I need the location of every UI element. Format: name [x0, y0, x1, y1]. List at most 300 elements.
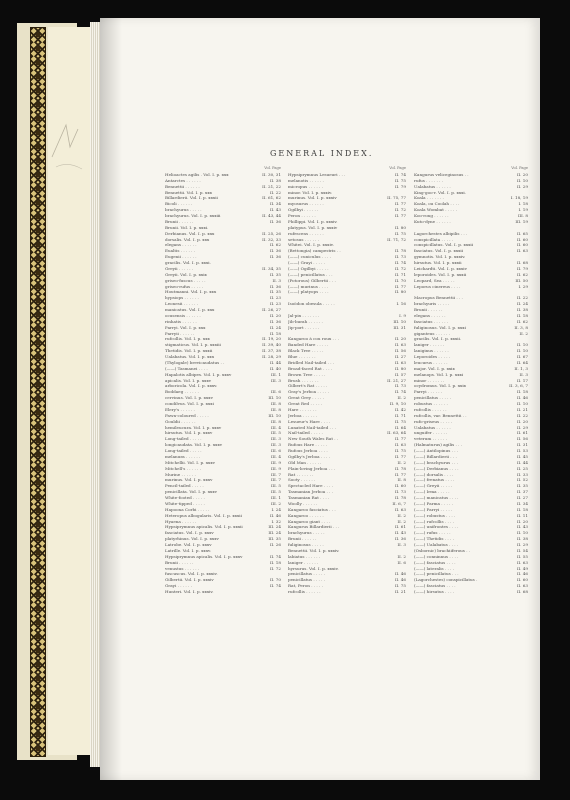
index-entry-name: arboricola. Vol. I. p. xxxv. — [165, 383, 218, 389]
index-entry-name: (——) Thetidis . . . . — [414, 536, 454, 542]
index-entry-name: (——) Parma . . . . . — [414, 500, 453, 506]
index-entry-name: Kangaroo à cou roux . . . — [288, 336, 339, 342]
index-entry-ref: II. 2 — [397, 553, 406, 559]
index-entry-name: Leporoides . . . . . — [414, 354, 451, 359]
index-entry-name: Brunii . . . . . . — [165, 559, 194, 565]
index-entry-name: White-tipped . . . . . — [165, 500, 205, 506]
index-entry-name: Pencil-tailed . . . . . — [165, 483, 204, 489]
index-entry-ref: I. 19 — [518, 207, 528, 213]
index-entry-ref: III. 8 — [270, 406, 281, 412]
index-entry-name: Leporus cinereus . . . . — [414, 283, 461, 289]
index-entry-ref: II. 72 — [269, 565, 281, 571]
index-entry-name: Lagorchestes albipilis . . . — [414, 230, 468, 236]
index-entry-ref: II. 61 — [516, 430, 528, 436]
index-entry-name: Brunii. Vol. I. p. xxxi. — [165, 224, 209, 230]
index-entry-ref: II. 24 — [516, 301, 528, 307]
index-entry-ref: II. 32, 33 — [262, 236, 281, 242]
index-column-2 — [288, 166, 406, 595]
index-entry-name: Koala . . . . . . . — [414, 195, 444, 201]
index-entry-name: melanops. Vol. I. p. xxxi — [414, 371, 464, 377]
index-entry-name: Kangaroo . . . . . . — [288, 512, 324, 518]
index-entry-name: Ogilbyi . . . . . . — [288, 207, 319, 213]
index-entry-name: Kangurus veliceginosus . . — [414, 171, 469, 177]
index-entry-name: rufo-griseus . . . . . — [414, 418, 453, 424]
index-entry-name: laniger . . . . . . — [288, 559, 319, 565]
index-entry-name: Broad-faced Rat . . . . — [288, 365, 333, 371]
page-gutter-shadow — [100, 18, 122, 780]
index-entry-name: Greyii. Vol. I. p. xxix — [165, 271, 207, 277]
index-entry-name: melanura . . . . . . — [165, 453, 201, 459]
index-entry-name: laniger . . . . . . — [414, 342, 445, 348]
index-entry-ref: II. 60 — [516, 236, 528, 242]
index-entry-ref: II. 67 — [516, 354, 528, 359]
index-entry-name: manicatus. Vol. I. p. xxx — [165, 307, 215, 312]
index-entry-name: Koala Wombat . . . . . — [414, 207, 457, 213]
index-entry-name: Gilbert's Rat . . . . . — [288, 383, 328, 389]
index-entry-name: (——) penicillatus . . . — [288, 271, 333, 277]
index-entry-ref: II. 52 — [516, 477, 528, 483]
index-entry-ref: II. 75 — [394, 230, 406, 236]
index-entry-name: Bennettii. Vol. I. p. xxx — [165, 189, 212, 195]
index-entry-name: Hypsiprymnus apicalis. Vol. I. p. xxxv — [165, 553, 243, 559]
index-entry-name: ocusensis . . . . . . — [165, 312, 201, 318]
index-entry-name: laniginus . . . . . . — [414, 348, 449, 354]
index-entry-ref: II. 18 — [516, 312, 528, 318]
index-entry-ref: III. 8 — [517, 213, 528, 218]
index-entry-name: fuliginosus. Vol. I. p. xxxi — [414, 324, 466, 330]
index-entry-name: penicillatus . . . . . — [288, 577, 326, 583]
index-entry-name: gracilis. Vol. I. p. xxxi. — [165, 260, 211, 265]
index-entry-name: Brunii . . . . . . — [165, 218, 194, 224]
index-entry-name: micropus . . . . . . — [288, 183, 323, 189]
index-entry-name: (Potorous) Gilbertii . . . — [288, 277, 336, 283]
index-entry-ref: II. 70 — [394, 277, 406, 283]
index-entry-ref: III. 7 — [270, 477, 281, 483]
index-entry-name: Phillippi. Vol. I. p. xxxiv. — [288, 218, 338, 224]
index-entry-ref: II. 63 — [516, 583, 528, 589]
index-entry-ref: II. 46 — [516, 395, 528, 401]
index-entry-name: Hyaena . . . . . . — [165, 518, 197, 524]
index-entry-name: hirsutus. Vol. I. p. xxxii — [414, 260, 462, 265]
index-entry-ref: II. 78 — [394, 465, 406, 471]
index-entry-ref: II. 78 — [394, 248, 406, 254]
index-entry-ref: II. 23 — [269, 301, 281, 307]
index-entry-name: apicalis. Vol. I. p. xxxv — [165, 377, 212, 383]
index-entry-ref: II. 60 — [516, 577, 528, 583]
index-entry-name: (——) penicillatus . . . — [414, 571, 459, 577]
index-entry-name: (——) Ualabatus . . . . — [414, 542, 459, 547]
index-entry-ref: II. 73 — [394, 489, 406, 495]
index-entry-ref: II. 64 — [394, 424, 406, 430]
index-entry-name: Long-tailed . . . . . — [165, 436, 202, 442]
index-entry-name: Tasmanian Rat . . . . — [288, 495, 330, 500]
index-entry-ref: II. 37, 38 — [262, 348, 281, 354]
index-entry-name: (——) frenatus . . . . — [414, 477, 455, 483]
index-entry-ref: III. 9 — [270, 465, 281, 471]
index-entry-ref: II. 65 — [516, 230, 528, 236]
index-entry-ref: II. 46 — [394, 571, 406, 577]
index-entry-ref: I. 18 — [518, 201, 528, 207]
index-entry-name: fasciatus. Vol. I. p. xxxv — [165, 530, 214, 536]
index-entry-ref: II. 27 — [516, 495, 528, 500]
index-entry-ref: II. 62 — [516, 271, 528, 277]
index-entry-ref: II. 35 — [516, 483, 528, 489]
index-entry-ref: II. 63 — [516, 248, 528, 254]
index-entry-name: Plain-loving Jerboa . . . — [288, 465, 336, 471]
index-entry — [288, 589, 406, 595]
index-entry-ref: II. 72 — [394, 265, 406, 271]
index-entry-name: Parryii . . . . . . — [165, 330, 195, 336]
index-entry-ref: III. 4 — [270, 453, 281, 459]
index-entry-ref: II. 74 — [269, 583, 281, 589]
index-entry-name: murinus. Vol. I. p. xxxv — [165, 477, 213, 483]
index-entry-ref: II. 11 — [516, 512, 528, 518]
index-entry-ref: II. 20 — [516, 418, 528, 424]
index-entry-ref: II. 63, 64 — [387, 430, 406, 436]
index-entry-ref: II. 79 — [516, 265, 528, 271]
index-entry-ref: II. 71 — [394, 271, 406, 277]
index-entry-name: Elery's . . . . . . — [165, 406, 195, 412]
index-entry-ref: II. 1, 3 — [514, 365, 528, 371]
index-entry-ref: II. 38 — [516, 536, 528, 542]
index-entry-name: Brunii . . . . . . — [414, 307, 443, 312]
index-entry — [414, 219, 528, 225]
index-entry-ref: II. 39, 40 — [262, 342, 281, 348]
index-entry-name: Leopard, Sea . . . . . — [414, 277, 455, 283]
index-entry-name: (——) fasciatus . . . . — [414, 583, 456, 589]
index-entry-ref: II. 46 — [269, 512, 281, 518]
index-entry-name: rufcollis. Vol. I. p. xxx — [165, 336, 210, 342]
index-entry-name: Hare . . . . . . . — [288, 406, 317, 412]
index-entry-ref: II. 17 — [516, 377, 528, 383]
page-title: GENERAL INDEX. — [270, 149, 374, 158]
index-entry-name: Sooty . . . . . . — [288, 477, 316, 483]
index-entry-name: Blue . . . . . . . — [288, 354, 316, 359]
index-entry-ref: II. 23 — [269, 295, 281, 301]
index-entry-name: Brush . . . . . . . — [288, 377, 319, 383]
index-entry-ref: II. 36 — [269, 254, 281, 260]
index-entry-name: Tasmanian Jerboa . . . — [288, 489, 333, 495]
index-entry-ref: II. 63 — [394, 359, 406, 365]
index-entry-name: veterum . . . . . . — [414, 436, 447, 442]
index-entry-name: fuscuscus. Vol. I. p. xxxiv. — [165, 571, 218, 577]
index-entry-name: Kangaroo fasciatus . . . — [288, 506, 336, 512]
index-entry-ref: II. 31 — [516, 442, 528, 448]
index-entry-name: Mitchell's . . . . . . — [165, 465, 201, 471]
index-entry-ref: II. 10 — [516, 530, 528, 536]
index-entry-name: Koo-rong . . . . . . — [414, 213, 449, 218]
index-entry — [414, 589, 528, 595]
index-entry-name: Rat, Peron . . . . . — [288, 583, 323, 589]
index-entry-ref: II. 21, 22 — [262, 183, 281, 189]
index-entry-ref: II. 29 — [516, 424, 528, 430]
index-entry-ref: II. 72 — [394, 207, 406, 213]
index-entry-name: (——) unifrontes . . . . — [414, 524, 459, 530]
index-entry-ref: II. 36 — [269, 283, 281, 289]
index-entry-ref: I. 16 — [396, 301, 406, 307]
index-entry-name: Boddaeg . . . . . . — [165, 389, 199, 395]
index-entry-ref: II. 27 — [394, 354, 406, 359]
index-entry-name: Rufous Jerboa . . . . — [288, 448, 328, 453]
index-entry-ref: II. 46 — [394, 577, 406, 583]
index-entry-ref: II. 34 — [516, 500, 528, 506]
index-entry-name: rufus . . . . . . . — [414, 177, 444, 183]
index-entry-ref: II. 35 — [269, 271, 281, 277]
index-entry-ref: II. 3 — [519, 371, 528, 377]
index-entry-ref: I. 18, 19 — [510, 195, 528, 201]
index-entry-name: leporoides. Vol. I. p. xxxii — [414, 271, 467, 277]
index-entry-name: hemileucura. Vol. I. p. xxxv — [165, 424, 222, 430]
index-entry-ref: II. 43 — [269, 207, 281, 213]
index-entry-ref: II. 38 — [269, 177, 281, 183]
index-entry-name: (——) platyops . . . . — [288, 289, 329, 295]
column-header: Vol. Page — [389, 166, 406, 170]
index-entry-name: Gray's Jerboa . . . . . — [288, 389, 330, 395]
index-entry-ref: II. 18 — [516, 506, 528, 512]
index-entry-ref: II. 75, 77 — [387, 195, 406, 201]
index-entry-ref: II. 74 — [269, 553, 281, 559]
index-entry-ref: II. 53 — [516, 448, 528, 453]
index-entry-ref: II. 26 — [269, 542, 281, 547]
index-entry-name: major. Vol. I. p. xxix — [414, 365, 455, 371]
index-entry-name: platypus. Vol. I. p. xxxiv — [288, 224, 338, 230]
index-entry-ref: II. 62 — [269, 242, 281, 248]
index-entry-name: Eualtis . . . . . . — [165, 248, 196, 254]
index-entry-ref: II. 6, 7 — [392, 500, 406, 506]
index-entry-ref: II. 63 — [394, 506, 406, 512]
index-entry-ref: II. 77 — [394, 436, 406, 442]
index-entry-name: dorsalis. Vol. I. p. xxx — [165, 236, 210, 242]
index-entry-ref: II. 71 — [394, 412, 406, 418]
index-entry-ref: II. 18 — [269, 559, 281, 565]
index-entry-ref: II. 80 — [394, 365, 406, 371]
index-entry-ref: II. 2 — [397, 395, 406, 401]
index-entry — [288, 301, 406, 307]
index-entry-ref: III. 6 — [270, 448, 281, 453]
index-entry-ref: III. 2 — [270, 500, 281, 506]
index-entry-name: (——) Grayi . . . . . — [288, 260, 325, 265]
index-entry-ref: II. 26, 27 — [262, 307, 281, 312]
index-entry-name: (——) Tasmanei . . . . — [165, 365, 208, 371]
index-entry-ref: II. 74 — [394, 171, 406, 177]
index-entry-ref: II. 20 — [516, 171, 528, 177]
index-entry-ref: II. 36 — [269, 248, 281, 254]
index-entry-name: Hapoona Corbi . . . . . — [165, 506, 210, 512]
index-entry-ref: II. 36 — [394, 536, 406, 542]
column-header: Vol. Page — [511, 166, 528, 170]
index-entry-ref: III. 1 — [270, 495, 281, 500]
index-entry-name: brachyuris . . . . . — [414, 301, 450, 307]
index-entry-ref: II. 75 — [394, 177, 406, 183]
index-entry-name: Great Grey . . . . . — [288, 395, 325, 401]
index-entry-ref: II. 73 — [394, 254, 406, 260]
index-entry-ref: II. 18 — [516, 389, 528, 395]
index-entry-ref: II. 71, 72 — [387, 236, 406, 242]
index-entry-name: minor . . . . . . . — [414, 377, 445, 383]
index-entry-ref: III. 5 — [270, 430, 281, 436]
index-entry-ref: II. 24 — [269, 324, 281, 330]
index-entry-ref: II. 57 — [394, 371, 406, 377]
index-entry-name: New South Wales Rat . . — [288, 436, 339, 442]
index-entry-name: Billardierii. Vol. I. p. xxxii — [165, 195, 218, 201]
index-entry-ref: II. 21 — [516, 406, 528, 412]
index-entry-ref: II. 60 — [394, 483, 406, 489]
index-entry-name: longicaudata. Vol. I. p. xxxv — [165, 442, 223, 448]
index-entry-ref: II. 36 — [269, 218, 281, 224]
index-entry-ref: II. 75 — [394, 418, 406, 424]
index-entry-name: Leonesii . . . . . . — [165, 301, 198, 307]
index-entry-ref: III. 50 — [515, 277, 528, 283]
index-entry-ref: II. 77 — [394, 201, 406, 207]
index-entry-name: Bennettii . . . . . . — [165, 183, 200, 189]
index-entry-ref: I. 32 — [271, 518, 281, 524]
index-entry-ref: II. 49 — [516, 565, 528, 571]
index-entry-name: Murine . . . . . . — [165, 471, 196, 477]
index-entry-ref: I. 24 — [271, 506, 281, 512]
index-entry-name: minor. Vol. I. p. xxxiv. — [288, 189, 333, 195]
index-entry-name: (Bettongia) campestris . . — [288, 248, 341, 254]
index-entry-name: Lunated Nail-tailed . . . — [288, 424, 337, 430]
index-entry-name: rufcollis, var. Bennettii . . — [414, 412, 467, 418]
index-entry-name: Ogilby's Jerboa . . . . — [288, 453, 331, 459]
index-entry-name: Gouldii . . . . . . — [165, 418, 196, 424]
index-entry-name: gracilis. Vol. I. p. xxxii. — [414, 336, 462, 342]
index-entry-name: Greyii . . . . . . — [165, 265, 194, 271]
endpaper — [48, 27, 90, 755]
index-entry-name: Bridled Nail-tailed . . . — [288, 359, 335, 365]
index-entry-name: (——) murinus . . . . — [288, 283, 329, 289]
index-entry-ref: II. 77 — [394, 283, 406, 289]
index-entry-ref: III. 35 — [268, 536, 281, 542]
index-entry-name: Derbianus. Vol. I. p. xxx — [165, 230, 215, 236]
index-entry-name: (——) dorsalis . . . . — [414, 471, 454, 477]
index-entry-ref: II. 79 — [394, 183, 406, 189]
index-entry-ref: II. 2 — [397, 518, 406, 524]
index-entry-ref: III. 3 — [270, 442, 281, 448]
index-entry-ref: II. 9, 10 — [389, 401, 406, 406]
index-entry-name: robustus . . . . . . — [414, 401, 448, 406]
index-entry-ref: III. 3 — [270, 377, 281, 383]
index-entry-name: conspicillatus. Vol. I. p. xxxii — [414, 242, 474, 248]
index-entry-ref: II. 44 — [269, 359, 281, 365]
index-entry-name: Great Red . . . . . — [288, 401, 323, 406]
index-entry-name: (——) Parryi . . . . . — [414, 506, 453, 512]
index-entry-name: Ualabatus . . . . . . — [414, 424, 451, 430]
index-column-1 — [165, 166, 281, 595]
index-entry-ref: III. 9 — [270, 459, 281, 465]
index-entry-name: Gilbertii. Vol. I. p. xxxiv — [165, 577, 214, 583]
index-entry-ref: III. 24 — [268, 530, 281, 536]
index-entry-name: labiatus . . . . . . — [288, 553, 321, 559]
index-entry-name: Black Tree . . . . . — [288, 348, 324, 354]
index-entry-ref — [265, 589, 281, 595]
index-entry-name: Eugenii . . . . . . — [165, 254, 197, 260]
index-entry-ref: I. 29 — [518, 283, 528, 289]
index-entry-name: Fawn-coloured . . . . . — [165, 412, 209, 418]
index-entry-ref: II. 77 — [394, 213, 406, 218]
index-entry-name: Jerboa . . . . . . — [288, 412, 318, 418]
index-entry-ref: III. 4 — [270, 424, 281, 430]
index-entry-name: (——) Ogilbyi . . . . . — [288, 265, 329, 271]
index-entry-name: penicillatus . . . . . — [288, 571, 326, 577]
index-entry-name: Macropus Bennettii . . . — [414, 295, 463, 301]
index-entry-name: (——) rufcollis . . . . — [414, 518, 454, 524]
index-entry-ref: III. 10 — [393, 318, 406, 324]
index-entry-ref: II. 38 — [516, 307, 528, 312]
index-entry-name: hypsiops . . . . . . — [165, 295, 199, 301]
index-entry-ref: III. 1 — [270, 371, 281, 377]
index-entry-ref: II. 80 — [394, 224, 406, 230]
index-entry-name: (Halmaturus) agilis . . . — [414, 442, 463, 448]
index-entry-ref: II. 2 — [397, 459, 406, 465]
index-entry-ref: II. 3, 8 — [514, 324, 528, 330]
index-entry-ref: II. 64 — [516, 359, 528, 365]
index-entry-name: Latrille. Vol. I. p. xxxv. — [165, 547, 212, 553]
index-entry-ref: II. 74 — [394, 389, 406, 395]
index-entry-ref: II. 21, 27 — [387, 377, 406, 383]
index-entry-ref: II. 3 — [397, 542, 406, 547]
index-entry-ref: II. 34 — [269, 201, 281, 207]
index-entry-ref: III. 7 — [270, 471, 281, 477]
index-entry-name: myosurus . . . . . . — [288, 201, 324, 207]
index-entry — [165, 589, 281, 595]
index-entry-name: gymnotis. Vol. I. p. xxxiv. — [414, 254, 466, 260]
index-entry-ref: II. 35 — [269, 289, 281, 295]
index-entry-ref: II. 46 — [516, 571, 528, 577]
index-entry-name: hyrsurus. Vol. I. p. xxxiv. — [288, 565, 339, 571]
index-entry-ref: III. 8 — [270, 418, 281, 424]
index-entry-name: conspicillata . . . . . — [414, 236, 454, 242]
index-entry-name: White-footed . . . . . — [165, 495, 205, 500]
index-entry-name: brachyurus . . . . . — [288, 530, 325, 536]
index-entry-name: fasciatus. Vol. I. p. xxxii — [414, 248, 464, 254]
index-entry-name: fasciatus . . . . . . — [414, 318, 449, 324]
index-entry-ref: II. 54 — [516, 547, 528, 553]
decorative-border-strip — [30, 27, 46, 757]
index-entry-name: Hypsiprymnus apicalis. Vol. I. p. xxxii — [165, 524, 243, 530]
index-entry-name: Helioactes agilis . Vol. I. p. xxx — [165, 171, 229, 177]
index-entry-ref: II. 25, 26 — [262, 230, 281, 236]
index-entry-name: elegans . . . . . . — [165, 242, 197, 248]
index-entry-name: (Osbornic) brachiiferous . . — [414, 547, 471, 553]
index-entry-name: Kangurus Billardierii . . . — [288, 524, 340, 530]
index-entry-ref: II. 20 — [269, 312, 281, 318]
index-entry-ref: II. 36 — [269, 318, 281, 324]
index-entry-name: Parryi . . . . . . — [414, 389, 443, 395]
index-entry-name: Nail-tailed . . . . . — [288, 430, 323, 436]
index-entry-name: Bicoli . . . . . . — [165, 201, 193, 207]
index-entry-name: Peron . . . . . . — [288, 213, 316, 218]
index-entry-ref: II. 19, 20 — [262, 336, 281, 342]
index-entry-name: platyrhinus. Vol. I. p. xxxv — [165, 536, 219, 542]
index-entry-name: Brunii . . . . . . — [288, 536, 317, 542]
index-entry-ref: III. 10 — [268, 395, 281, 401]
index-entry-name: (Lagorchestes) conspicillatus . — [414, 577, 478, 583]
index-entry-ref: II. 10 — [516, 342, 528, 348]
index-entry-ref: II. 55 — [516, 553, 528, 559]
index-entry-ref: II. 2 — [519, 330, 528, 336]
index-entry-name: Spectacled Hare . . . . — [288, 483, 333, 489]
index-entry-ref: III. 6 — [270, 389, 281, 395]
column-header: Vol. Page — [264, 166, 281, 170]
index-entry-name: murinus. Vol. I. p. xxxiv — [288, 195, 337, 201]
index-entry-name: griseo-rufus . . . . . — [165, 283, 204, 289]
index-entry — [288, 289, 406, 295]
index-entry-name: (Thylogale) brevicaudatus . . — [165, 359, 225, 365]
index-entry-ref: II. 21 — [394, 589, 406, 594]
index-entry-name: ocydromus. Vol. I. p. xxix — [414, 383, 466, 389]
index-entry-ref: II. 61 — [394, 524, 406, 530]
